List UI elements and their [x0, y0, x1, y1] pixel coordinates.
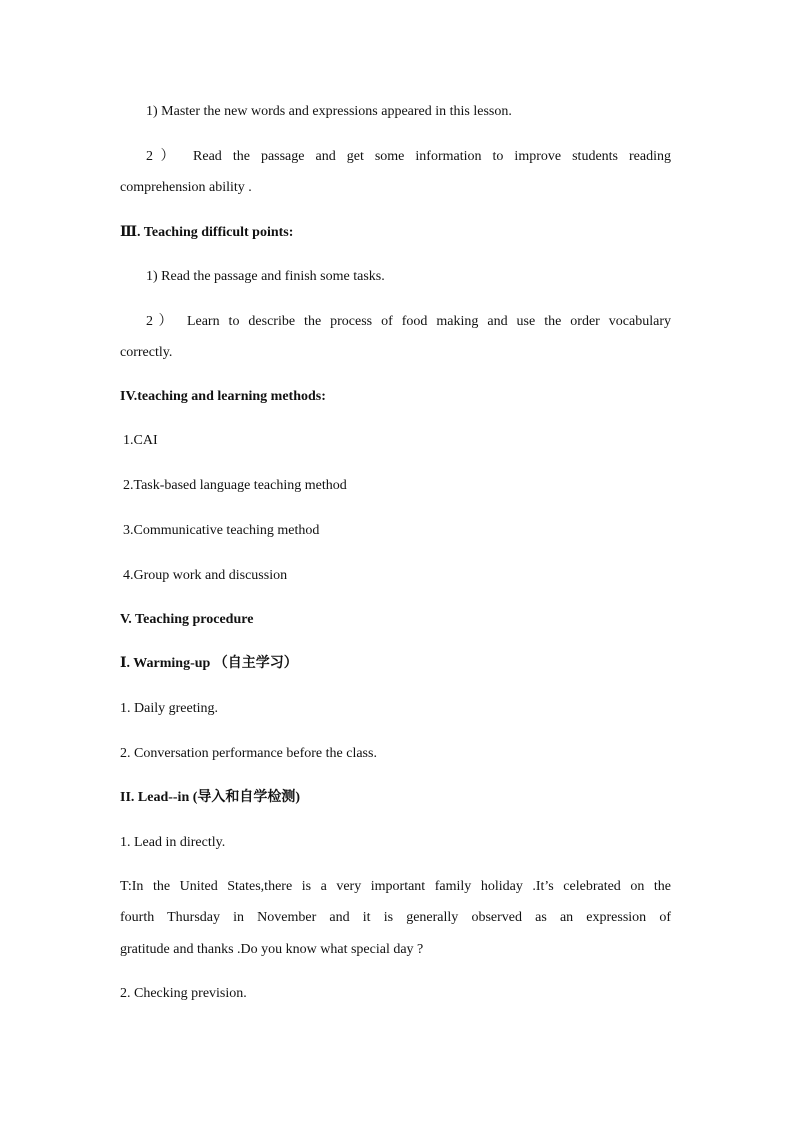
methods-heading: IV.teaching and learning methods:	[120, 389, 326, 404]
objective-item-2-line-1: 2） Read the passage and get some information to improve students reading	[146, 149, 671, 164]
method-item: 3.Communicative teaching method	[123, 523, 320, 538]
difficult-point-item-2-line-1: 2） Learn to describe the process of food making and use the order vocabulary	[146, 314, 671, 329]
warming-up-item: 2. Conversation performance before the class.	[120, 746, 377, 761]
lead-in-paragraph-line-3: gratitude and thanks .Do you know what special day ?	[120, 942, 424, 957]
warming-up-heading: Ⅰ. Warming-up （自主学习）	[120, 656, 298, 671]
lead-in-paragraph-line-1: T:In the United States,there is a very important family holiday .It’s celebrated on the	[120, 879, 671, 894]
method-item: 2.Task-based language teaching method	[123, 478, 347, 493]
method-item: 4.Group work and discussion	[123, 568, 288, 583]
lead-in-item-2: 2. Checking prevision.	[120, 986, 247, 1001]
objective-item-2-line-2: comprehension ability .	[120, 180, 252, 195]
warming-up-item: 1. Daily greeting.	[120, 701, 218, 716]
lead-in-paragraph-line-2: fourth Thursday in November and it is generally observed as an expression of	[120, 910, 671, 925]
procedure-heading: V. Teaching procedure	[120, 612, 254, 627]
lead-in-heading: II. Lead--in (导入和自学检测)	[120, 790, 301, 805]
difficult-point-item-1: 1) Read the passage and finish some tasks.	[146, 269, 385, 284]
lead-in-item-1: 1. Lead in directly.	[120, 835, 226, 850]
objective-item-1: 1) Master the new words and expressions appeared in this lesson.	[146, 104, 512, 119]
method-item: 1.CAI	[123, 433, 158, 448]
difficult-point-item-2-line-2: correctly.	[120, 345, 173, 360]
difficult-points-heading: Ⅲ. Teaching difficult points:	[120, 225, 294, 240]
